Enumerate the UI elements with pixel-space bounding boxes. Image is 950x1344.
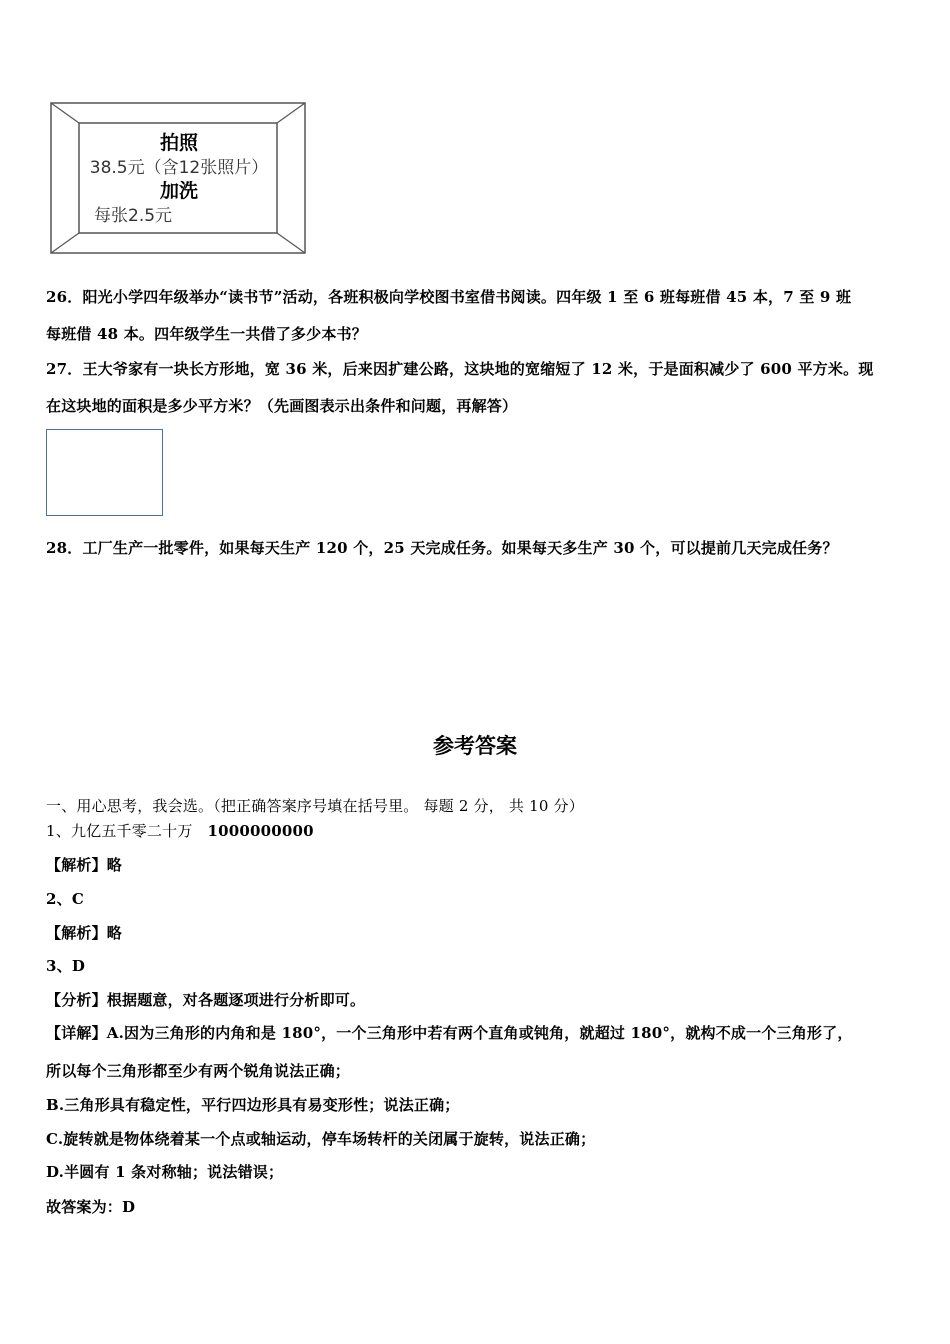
answer-2-analysis: 【解析】略 <box>46 924 123 942</box>
answer-3: 3、D <box>46 957 86 975</box>
answer-3-option-d: D.半圆有 1 条对称轴；说法错误； <box>46 1163 284 1181</box>
answer-1 <box>46 820 314 841</box>
sign-title-photo: 拍照 <box>159 132 198 154</box>
question-27-line-2: 在这块地的面积是多少平方米？（先画图表示出条件和问题，再解答） <box>46 397 518 415</box>
answer-2: 2、C <box>46 890 84 908</box>
answer-3-detail-line-2: 所以每个三角形都至少有两个锐角说法正确； <box>46 1062 351 1080</box>
sign-title-reprint: 加洗 <box>159 180 198 202</box>
drawing-answer-box <box>46 429 163 516</box>
answer-3-analysis: 【分析】根据题意，对各题逐项进行分析即可。 <box>46 991 366 1009</box>
sign-photo-price: 38.5元（含12张照片） <box>89 158 269 178</box>
question-28: 28．工厂生产一批零件，如果每天生产 120 个，25 天完成任务。如果每天多生产 30 个，可以提前几天完成任务？ <box>46 539 838 557</box>
answer-3-option-c: C.旋转就是物体绕着某一个点或轴运动，停车场转杆的关闭属于旋转，说法正确； <box>46 1130 596 1148</box>
answer-section-1-heading: 一、用心思考，我会选。（把正确答案序号填在括号里。 每题 2 分， 共 10 分） <box>46 797 584 815</box>
question-26-line-2: 每班借 48 本。四年级学生一共借了多少本书？ <box>46 325 367 343</box>
answer-3-option-b: B.三角形具有稳定性，平行四边形具有易变形性；说法正确； <box>46 1096 460 1114</box>
sign-reprint-price: 每张2.5元 <box>94 206 173 226</box>
answer-3-conclusion: 故答案为：D <box>46 1198 136 1216</box>
question-26-line-1: 26．阳光小学四年级举办“读书节”活动，各班积极向学校图书室借书阅读。四年级 1 至 6 班每班借 45 本，7 至 9 班 <box>46 288 852 306</box>
question-27-line-1: 27．王大爷家有一块长方形地，宽 36 米，后来因扩建公路，这块地的宽缩短了 12 米，于是面积减少了 600 平方米。现 <box>46 360 874 378</box>
answer-1-label: 1、九亿五千零二十万 <box>46 822 193 840</box>
answer-1-analysis: 【解析】略 <box>46 856 123 874</box>
answer-section-title: 参考答案 <box>433 733 517 758</box>
answer-3-detail-line-1: 【详解】A.因为三角形的内角和是 180°，一个三角形中若有两个直角或钝角，就超过 180°，就构不成一个三角形了， <box>46 1024 853 1042</box>
answer-1-value: 1000000000 <box>207 822 314 840</box>
